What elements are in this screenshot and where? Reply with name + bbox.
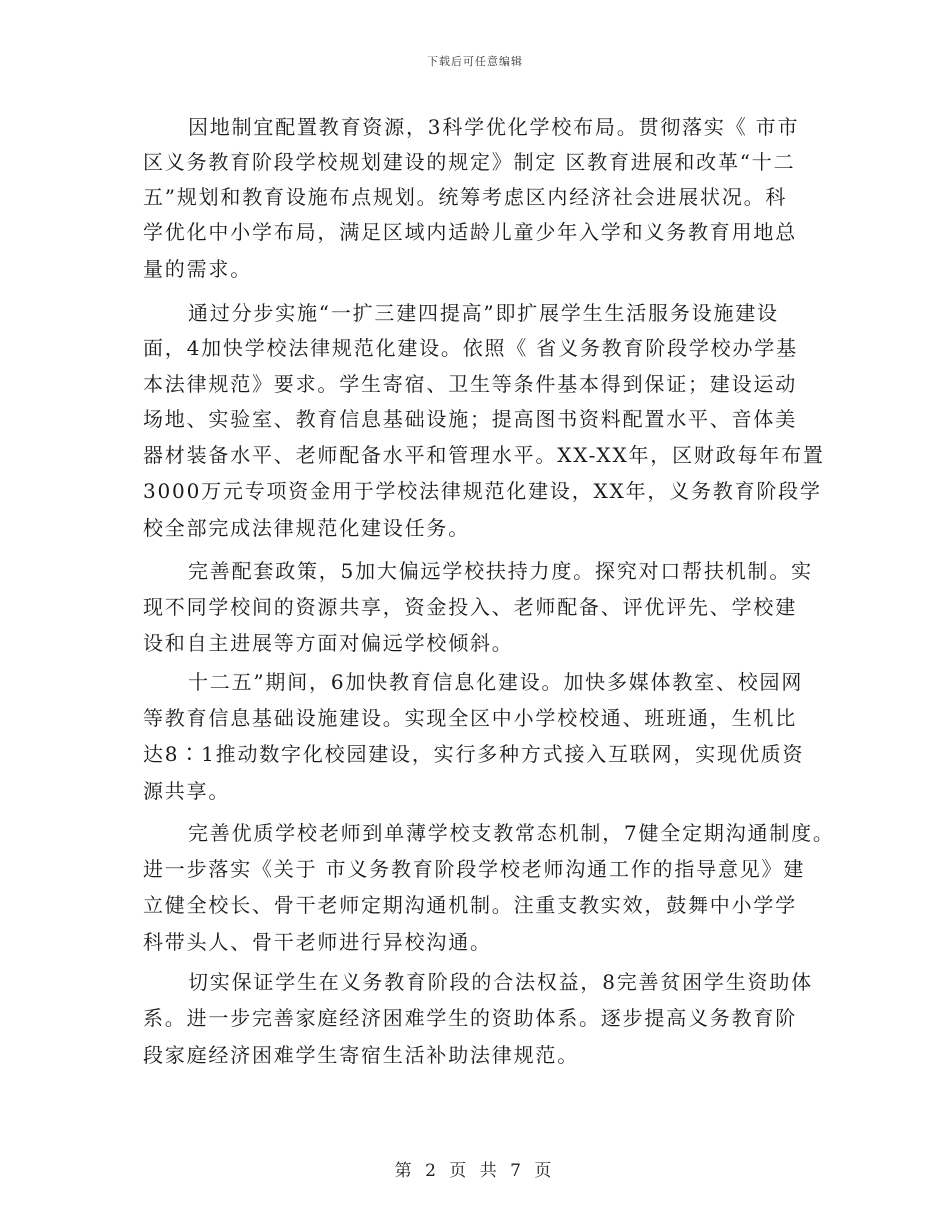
paragraph-1-line-5: 量的需求。 <box>143 257 252 281</box>
paragraph-5-line-1: 完善优质学校老师到单薄学校支教常态机制，7健全定期沟通制度。 <box>188 821 835 845</box>
paragraph-4-line-2: 等教育信息基础设施建设。实现全区中小学校校通、班班通，生机比 <box>143 706 797 730</box>
paragraph-4-line-3: 达8∶1推动数字化校园建设，实行多种方式接入互联网，实现优质资 <box>143 742 805 766</box>
paragraph-1-line-3: 五”规划和教育设施布点规划。统筹考虑区内经济社会进展状况。科 <box>143 185 788 209</box>
paragraph-5-line-2: 进一步落实《关于 市义务教育阶段学校老师沟通工作的指导意见》建 <box>143 857 806 881</box>
paragraph-1-line-1: 因地制宜配置教育资源，3科学优化学校布局。贯彻落实《 市市 <box>188 115 800 139</box>
paragraph-3-line-3: 设和自主进展等方面对偏远学校倾斜。 <box>143 631 514 655</box>
paragraph-2-line-7: 校全部完成法律规范化建设任务。 <box>143 516 470 540</box>
paragraph-2-line-3: 本法律规范》要求。学生寄宿、卫生等条件基本得到保证；建设运动 <box>143 372 797 396</box>
paragraph-1-line-4: 学优化中小学布局，满足区域内适龄儿童少年入学和义务教育用地总 <box>143 220 797 244</box>
paragraph-4-line-4: 源共享。 <box>143 779 231 803</box>
paragraph-2-line-1: 通过分步实施“一扩三建四提高”即扩展学生生活服务设施建设 <box>188 301 779 325</box>
paragraph-3-line-1: 完善配套政策，5加大偏远学校扶持力度。探究对口帮扶机制。实 <box>188 559 813 583</box>
paragraph-6-line-3: 段家庭经济困难学生寄宿生活补助法律规范。 <box>143 1043 579 1067</box>
paragraph-5-line-3: 立健全校长、骨干老师定期沟通机制。注重支教实效，鼓舞中小学学 <box>143 893 797 917</box>
paragraph-1-line-2: 区义务教育阶段学校规划建设的规定》制定 区教育进展和改革“十二 <box>143 150 796 174</box>
paragraph-5-line-4: 科带头人、骨干老师进行异校沟通。 <box>143 930 492 954</box>
page-footer: 第 2 页 共 7 页 <box>394 1161 556 1181</box>
paragraph-6-line-1: 切实保证学生在义务教育阶段的合法权益，8完善贫困学生资助体 <box>188 970 813 994</box>
paragraph-4-line-1: 十二五”期间，6加快教育信息化建设。加快多媒体教室、校园网 <box>188 670 804 694</box>
paragraph-2-line-4: 场地、实验室、教育信息基础设施；提高图书资料配置水平、音体美 <box>143 407 797 431</box>
paragraph-2-line-6: 3000万元专项资金用于学校法律规范化建设，XX年，义务教育阶段学 <box>143 479 822 503</box>
paragraph-2-line-5: 器材装备水平、老师配备水平和管理水平。XX-XX年，区财政每年布置 <box>143 443 825 467</box>
paragraph-3-line-2: 现不同学校间的资源共享，资金投入、老师配备、评优评先、学校建 <box>143 595 797 619</box>
page-header: 下载后可任意编辑 <box>427 55 523 68</box>
paragraph-2-line-2: 面，4加快学校法律规范化建设。依照《 省义务教育阶段学校办学基 <box>143 336 798 360</box>
paragraph-6-line-2: 系。进一步完善家庭经济困难学生的资助体系。逐步提高义务教育阶 <box>143 1006 797 1030</box>
